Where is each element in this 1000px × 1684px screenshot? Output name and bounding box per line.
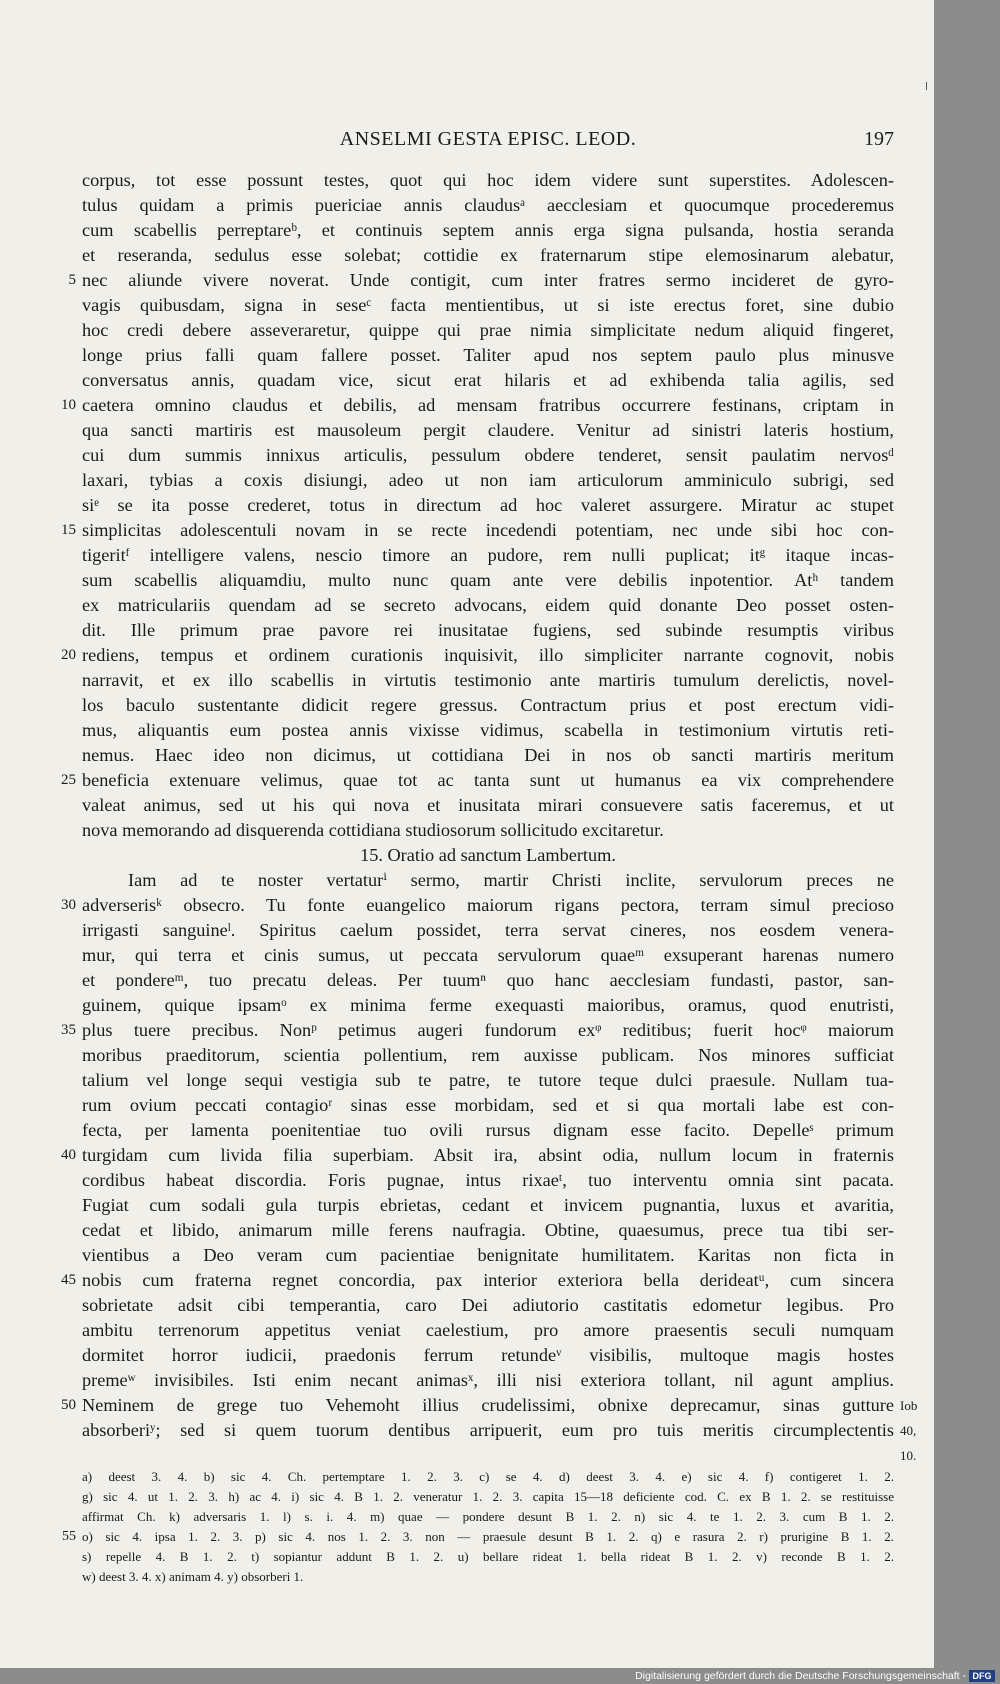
text-line bbox=[61, 393, 894, 418]
line-text: cordibus habeat discordia. Foris pugnae, intus rixaeᵗ, tuo interventu omnia sint pacata. bbox=[82, 1170, 894, 1190]
line-text: rediens, tempus et ordinem curationis inquisivit, illo simpliciter narrante cognovit, nobis bbox=[82, 645, 894, 665]
text-line bbox=[82, 1068, 894, 1093]
line-text: guinem, quique ipsamᵒ ex minima ferme exequasti maioribus, oramus, quod enutristi, bbox=[82, 995, 894, 1015]
text-line bbox=[82, 993, 894, 1018]
line-text: nobis cum fraterna regnet concordia, pax interior exteriora bella derideatᵘ, cum sincera bbox=[82, 1270, 894, 1290]
text-line bbox=[61, 1018, 894, 1043]
running-head bbox=[82, 128, 894, 158]
line-text: tulus quidam a primis puericiae annis claudusᵃ aecclesiam et quocumque procederemus bbox=[82, 195, 894, 215]
footnote-text: g) sic 4. ut 1. 2. 3. h) ac 4. i) sic 4. B 1. 2. veneratur 1. 2. 3. capita 15—18 deficiente cod. C. ex B 1. 2. se restituisse bbox=[82, 1489, 894, 1504]
line-text: conversatus annis, quadam vice, sicut erat hilaris et ad exhibenda talia agilis, sed bbox=[82, 370, 894, 390]
text-line bbox=[82, 793, 894, 818]
line-text: longe prius falli quam fallere posset. Taliter apud nos septem paulo plus minusve bbox=[82, 345, 894, 365]
text-line bbox=[61, 643, 894, 668]
line-text: talium vel longe sequi vestigia sub te patre, te tutore teque dulci praesule. Nullam tua- bbox=[82, 1070, 894, 1090]
line-text: dit. Ille primum prae pavore rei inusitatae fugiens, sed subinde resumptis viribus bbox=[82, 620, 894, 640]
text-line bbox=[82, 543, 894, 568]
footnote-line bbox=[82, 1487, 894, 1507]
text-line bbox=[68, 268, 894, 293]
text-line bbox=[82, 243, 894, 268]
line-text: rum ovium peccati contagioʳ sinas esse morbidam, sed et si qua mortali labe est con- bbox=[82, 1095, 894, 1115]
text-line bbox=[61, 768, 894, 793]
line-number: 35 bbox=[61, 1022, 76, 1038]
text-line bbox=[61, 893, 894, 918]
footnote-text: affirmat Ch. k) adversaris 1. l) s. i. 4. m) quae — pondere desunt B 1. 2. n) sic 4. te 1. 2. 3. cum B 1. 2. bbox=[82, 1509, 894, 1524]
line-text: nec aliunde vivere noverat. Unde contigit, cum inter fratres sermo incideret de gyro- bbox=[82, 270, 894, 290]
page-number: 197 bbox=[864, 128, 894, 150]
line-text: premeʷ invisibiles. Isti enim necant animasˣ, illi nisi exteriora tollant, nil agunt amplius. bbox=[82, 1370, 894, 1390]
line-text: los baculo sustentante didicit regere gressus. Contractum prius et post erectum vidi- bbox=[82, 695, 894, 715]
footnote-text: o) sic 4. ipsa 1. 2. 3. p) sic 4. nos 1. 2. 3. non — praesule desunt B 1. 2. q) e rasura 2. r) prurigine B 1. 2. bbox=[82, 1529, 894, 1544]
line-text: Neminem de grege tuo Vehemoht illius crudelissimi, obnixe deprecamur, sinas gutture bbox=[82, 1395, 894, 1415]
line-text: sobrietate adsit cibi temperantia, caro Dei adiutorio castitatis edometur legibus. Pro bbox=[82, 1295, 894, 1315]
text-line bbox=[82, 693, 894, 718]
text-line bbox=[82, 493, 894, 518]
line-text: adverserisᵏ obsecro. Tu fonte euangelico maiorum rigans pectora, terram simul precioso bbox=[82, 895, 894, 915]
margin-tick bbox=[926, 82, 927, 90]
line-text: fecta, per lamenta poenitentiae tuo ovili rursus dignam esse facito. Depelleˢ primum bbox=[82, 1120, 894, 1140]
footnote-text: w) deest 3. 4. x) animam 4. y) obsorberi 1. bbox=[82, 1569, 304, 1584]
text-line bbox=[82, 1218, 894, 1243]
line-number: 25 bbox=[61, 772, 76, 788]
line-text: caetera omnino claudus et debilis, ad mensam fratribus occurrere festinans, criptam in bbox=[82, 395, 894, 415]
line-text: sum scabellis aliquamdiu, multo nunc quam ante vere debilis inpotentior. Atʰ tandem bbox=[82, 570, 894, 590]
text-line bbox=[82, 1243, 894, 1268]
text-line bbox=[82, 668, 894, 693]
line-text: dormitet horror iudicii, praedonis ferrum retundeᵛ visibilis, multoque magis hostes bbox=[82, 1345, 894, 1365]
line-text: ambitu terrenorum appetitus veniat caelestium, pro amore praesentis seculi numquam bbox=[82, 1320, 894, 1340]
line-number: 40 bbox=[61, 1147, 76, 1163]
text-line bbox=[82, 1343, 894, 1368]
line-text: vientibus a Deo veram cum pacientiae benignitate humilitatem. Karitas non ficta in bbox=[82, 1245, 894, 1265]
line-text: cui dum summis innixus articulis, pessulum obdere tenderet, sensit paulatim nervosᵈ bbox=[82, 445, 894, 465]
section-heading-text: 15. Oratio ad sanctum Lambertum. bbox=[360, 845, 616, 865]
footnote-line bbox=[82, 1567, 894, 1587]
text-line bbox=[82, 718, 894, 743]
text-line bbox=[61, 1143, 894, 1168]
body-text bbox=[61, 168, 918, 1463]
line-text: laxari, tybias a coxis disiungi, adeo ut non iam articulorum amminiculo subrigi, sed bbox=[82, 470, 894, 490]
text-line bbox=[82, 368, 894, 393]
line-text: siᵉ se ita posse crederet, totus in directum ad hoc valeret assurgere. Miratur ac stupet bbox=[82, 495, 894, 515]
line-number: 15 bbox=[61, 522, 76, 538]
text-line bbox=[82, 443, 894, 468]
line-text: simplicitas adolescentuli novam in se recte incedendi potentiam, nec unde sibi hoc con- bbox=[82, 520, 894, 540]
line-text: plus tuere precibus. Nonᵖ petimus augeri fundorum exᵠ reditibus; fuerit hocᵠ maiorum bbox=[82, 1020, 894, 1040]
line-text: valeat animus, sed ut his qui nova et inusitata mirari consuevere satis faceremus, et ut bbox=[82, 795, 894, 815]
marginal-note: Iob 40, 10. bbox=[900, 1398, 918, 1463]
text-line bbox=[82, 318, 894, 343]
footnotes bbox=[62, 1467, 894, 1587]
text-line bbox=[82, 1168, 894, 1193]
footnote-line bbox=[82, 1467, 894, 1487]
scan-margin bbox=[934, 0, 1000, 1684]
text-line bbox=[82, 1318, 894, 1343]
line-text: absorberiʸ; sed si quem tuorum dentibus arripuerit, eum pro tuis meritis circumplectentis bbox=[82, 1420, 894, 1440]
text-line bbox=[82, 943, 894, 968]
footnote-text: a) deest 3. 4. b) sic 4. Ch. pertemptare 1. 2. 3. c) se 4. d) deest 3. 4. e) sic 4. f) contigeret 1. 2. bbox=[82, 1469, 894, 1484]
footnote-text: s) repelle 4. B 1. 2. t) sopiantur addunt B 1. 2. u) bellare rideat 1. bella rideat B 1. 2. v) reconde B 1. 2. bbox=[82, 1549, 894, 1564]
text-line bbox=[82, 1293, 894, 1318]
text-line bbox=[82, 593, 894, 618]
section-heading bbox=[82, 843, 894, 868]
line-number: 45 bbox=[61, 1272, 76, 1288]
line-text: corpus, tot esse possunt testes, quot qui hoc idem videre sunt superstites. Adolescen- bbox=[82, 170, 894, 190]
line-number: 20 bbox=[61, 647, 76, 663]
line-text: nemus. Haec ideo non dicimus, ut cottidiana Dei in nos ob sancti martiris meritum bbox=[82, 745, 894, 765]
line-number: 50 bbox=[61, 1397, 76, 1413]
text-line bbox=[82, 168, 894, 193]
footnote-line bbox=[62, 1527, 894, 1547]
line-text: mus, aliquantis eum postea annis vixisse vidimus, scabella in testimonium virtutis reti- bbox=[82, 720, 894, 740]
text-line bbox=[82, 968, 894, 993]
text-line bbox=[82, 618, 894, 643]
text-line bbox=[82, 1118, 894, 1143]
line-text: Fugiat cum sodali gula turpis ebrietas, cedant et invicem pugnantia, luxus et avaritia, bbox=[82, 1195, 894, 1215]
text-line bbox=[61, 1268, 894, 1293]
text-line bbox=[82, 1368, 894, 1393]
line-text: cedat et libido, animarum mille ferens naufragia. Obtine, quaesumus, prece tua tibi ser- bbox=[82, 1220, 894, 1240]
text-line bbox=[82, 193, 894, 218]
text-line bbox=[82, 1193, 894, 1218]
line-text: et pondereᵐ, tuo precatu deleas. Per tuumⁿ quo hanc aecclesiam fundasti, pastor, san- bbox=[82, 970, 894, 990]
line-text: nova memorando ad disquerenda cottidiana studiosorum sollicitudo excitaretur. bbox=[82, 820, 664, 840]
line-text: tigeritᶠ intelligere valens, nescio timore an pudore, rem nulli puplicat; itᵍ itaque incas- bbox=[82, 545, 894, 565]
text-line bbox=[82, 293, 894, 318]
text-line bbox=[82, 568, 894, 593]
line-text: turgidam cum livida filia superbiam. Absit ira, absint odia, nullum locum in fraternis bbox=[82, 1145, 894, 1165]
line-text: Iam ad te noster vertaturⁱ sermo, martir Christi inclite, servulorum preces ne bbox=[128, 870, 894, 890]
text-line bbox=[82, 418, 894, 443]
line-number: 5 bbox=[68, 272, 76, 288]
text-line bbox=[82, 918, 894, 943]
text-line bbox=[82, 743, 894, 768]
line-text: beneficia extenuare velimus, quae tot ac tanta sunt ut humanus ea vix comprehendere bbox=[82, 770, 894, 790]
line-text: et reseranda, sedulus esse solebat; cottidie ex fraternarum stipe elemosinarum alebatur, bbox=[82, 245, 894, 265]
line-number: 30 bbox=[61, 897, 76, 913]
text-line bbox=[82, 868, 894, 893]
line-text: cum scabellis perreptareᵇ, et continuis septem annis erga signa pulsanda, hostia seranda bbox=[82, 220, 894, 240]
line-text: narravit, et ex illo scabellis in virtutis testimonio ante martiris tumulum derelictis, novel- bbox=[82, 670, 894, 690]
text-line bbox=[82, 468, 894, 493]
text-line bbox=[82, 343, 894, 368]
footnote-line bbox=[82, 1507, 894, 1527]
text-line bbox=[61, 518, 894, 543]
line-text: hoc credi debere asseveraretur, quippe qui prae nimia simplicitate nedum aliquid fingeret, bbox=[82, 320, 894, 340]
header-title: ANSELMI GESTA EPISC. LEOD. bbox=[339, 128, 637, 150]
text-line bbox=[82, 1043, 894, 1068]
line-number: 10 bbox=[61, 397, 76, 413]
line-text: irrigasti sanguineˡ. Spiritus caelum possidet, terra servat cineres, nos eosdem venera- bbox=[82, 920, 894, 940]
text-line bbox=[82, 1093, 894, 1118]
line-text: moribus praeditorum, scientia pollentium, rem auxisse publicam. Nos minores sufficiat bbox=[82, 1045, 894, 1065]
text-line bbox=[82, 818, 894, 843]
line-text: vagis quibusdam, signa in seseᶜ facta mentientibus, ut si iste erectus foret, sine dubio bbox=[82, 295, 894, 315]
line-text: mur, qui terra et cinis sumus, ut peccata servulorum quaeᵐ exsuperant harenas numero bbox=[82, 945, 894, 965]
text-line bbox=[82, 218, 894, 243]
dfg-logo: DFG bbox=[969, 1670, 995, 1682]
footnote-line bbox=[82, 1547, 894, 1567]
text-line bbox=[82, 1418, 894, 1443]
line-text: ex matriculariis quendam ad se secreto advocans, eidem quid donante Deo posset osten- bbox=[82, 595, 894, 615]
line-text: qua sancti martiris est mausoleum pergit claudere. Venitur ad sinistri lateris hostium, bbox=[82, 420, 894, 440]
credit-text: Digitalisierung gefördert durch die Deutsche Forschungsgemeinschaft - bbox=[635, 1670, 966, 1682]
line-number: 55 bbox=[62, 1529, 76, 1544]
